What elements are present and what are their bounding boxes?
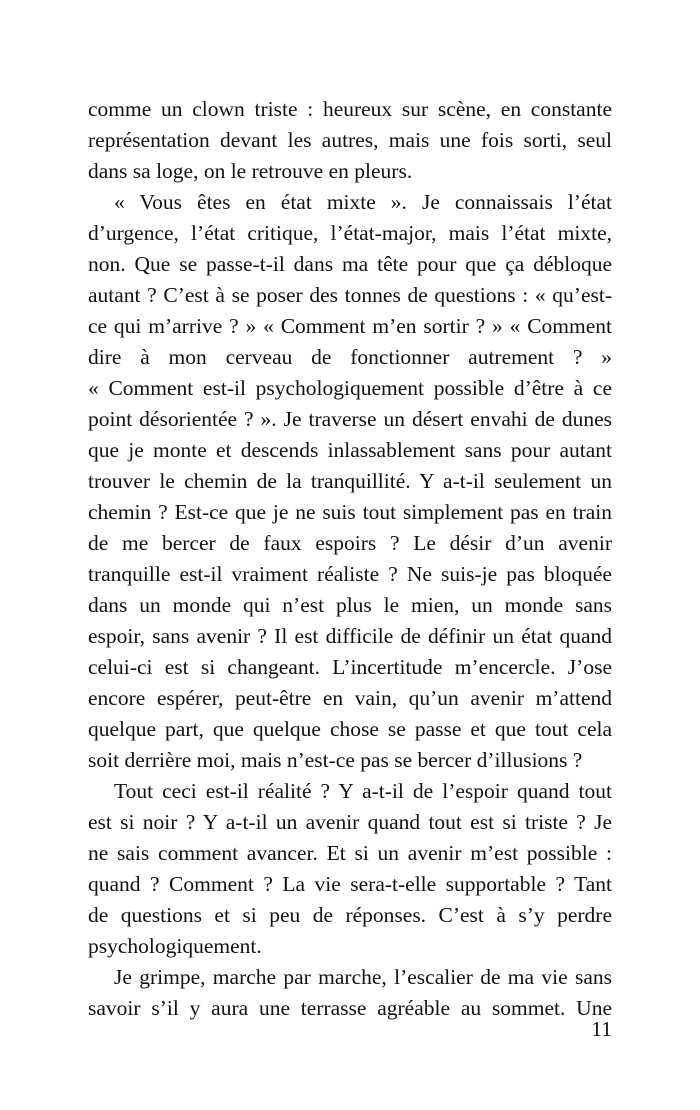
paragraph <box>88 962 612 1024</box>
text-line: Tout ceci est-il réalité ? Y a-t-il de l’espoir quand tout <box>114 779 612 803</box>
paragraph <box>88 187 612 776</box>
text-line: représentation devant les autres, mais une fois sorti, seul <box>88 128 612 152</box>
text-line: Je grimpe, marche par marche, l’escalier de ma vie sans <box>114 965 612 989</box>
text-line: quelque part, que quelque chose se passe et que tout cela <box>88 717 612 741</box>
paragraph <box>88 94 612 187</box>
text-line: trouver le chemin de la tranquillité. Y a-t-il seulement un <box>88 469 612 493</box>
text-line: celui-ci est si changeant. L’incertitude m’encercle. J’ose <box>88 655 612 679</box>
text-line: ne sais comment avancer. Et si un avenir m’est possible : <box>88 841 612 865</box>
text-line: ce qui m’arrive ? » « Comment m’en sortir ? » « Comment <box>88 314 612 338</box>
text-line: d’urgence, l’état critique, l’état-major, mais l’état mixte, <box>88 221 612 245</box>
text-line: tranquille est-il vraiment réaliste ? Ne suis-je pas bloquée <box>88 562 612 586</box>
page-body <box>88 94 612 1024</box>
text-line: point désorientée ? ». Je traverse un désert envahi de dunes <box>88 407 612 431</box>
paragraph <box>88 776 612 962</box>
text-line: savoir s’il y aura une terrasse agréable au sommet. Une <box>88 996 612 1020</box>
text-line: non. Que se passe-t-il dans ma tête pour que ça débloque <box>88 252 612 276</box>
text-line: de questions et si peu de réponses. C’est à s’y perdre <box>88 903 612 927</box>
text-line: de me bercer de faux espoirs ? Le désir d’un avenir <box>88 531 612 555</box>
text-line: « Comment est-il psychologiquement possible d’être à ce <box>88 376 612 400</box>
page-number: 11 <box>591 1017 612 1041</box>
text-line: dans un monde qui n’est plus le mien, un monde sans <box>88 593 612 617</box>
text-line: encore espérer, peut-être en vain, qu’un avenir m’attend <box>88 686 612 710</box>
text-line: espoir, sans avenir ? Il est difficile de définir un état quand <box>88 624 612 648</box>
text-line: dans sa loge, on le retrouve en pleurs. <box>88 159 413 183</box>
text-line: soit derrière moi, mais n’est-ce pas se bercer d’illusions ? <box>88 748 583 772</box>
text-line: que je monte et descends inlassablement sans pour autant <box>88 438 612 462</box>
text-line: chemin ? Est-ce que je ne suis tout simplement pas en train <box>88 500 612 524</box>
text-line: comme un clown triste : heureux sur scène, en constante <box>88 97 612 121</box>
text-line: psychologiquement. <box>88 934 262 958</box>
text-line: est si noir ? Y a-t-il un avenir quand tout est si triste ? Je <box>88 810 612 834</box>
text-line: autant ? C’est à se poser des tonnes de questions : « qu’est- <box>88 283 612 307</box>
text-line: « Vous êtes en état mixte ». Je connaissais l’état <box>114 190 612 214</box>
text-line: dire à mon cerveau de fonctionner autrement ? » <box>88 345 612 369</box>
text-line: quand ? Comment ? La vie sera-t-elle supportable ? Tant <box>88 872 612 896</box>
